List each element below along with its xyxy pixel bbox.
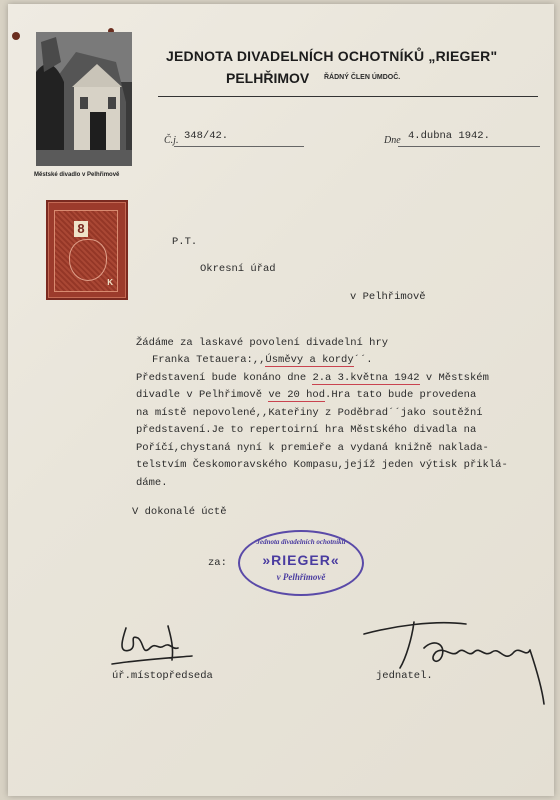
body-text: .Hra tato bude provedena (325, 389, 477, 401)
address-city: v Pelhřimově (350, 291, 426, 303)
theatre-photo (36, 32, 132, 166)
body-line (136, 389, 476, 401)
body-line: představení.Je to repertoirní hra Městského divadla na (136, 424, 477, 436)
reference-number: 348/42. (184, 130, 229, 142)
seal-name: »RIEGER« (262, 552, 340, 568)
seal-top-text: Jednota divadelních ochotníků (256, 538, 346, 546)
revenue-stamp-frame (54, 210, 118, 292)
title-quote: ´´. (353, 354, 373, 366)
body-text: Představení bude konáno dne (136, 372, 313, 384)
organization-seal (238, 530, 364, 596)
secretary-title: jednatel. (376, 670, 433, 682)
body-line: telstvím Českomoravského Kompasu,jejíž jeden výtisk přiklá- (136, 459, 508, 471)
coat-of-arms-icon (69, 239, 107, 281)
seal-city: v Pelhřimově (276, 572, 326, 582)
date-line (398, 146, 540, 147)
revenue-stamp-value: 8 (74, 221, 88, 237)
address-salutation: P.T. (172, 236, 198, 248)
body-line (136, 372, 489, 384)
address-office: Okresní úřad (200, 263, 276, 275)
secretary-signature (354, 608, 554, 718)
body-text: divadle v Pelhřimově (136, 389, 269, 401)
performance-time: ve 20 hod (268, 389, 326, 401)
revenue-stamp (46, 200, 128, 300)
body-line (152, 354, 373, 366)
organization-city: PELHŘIMOV (226, 70, 310, 86)
photo-caption: Městské divadlo v Pelhřimově (34, 172, 120, 178)
body-line: Poříčí,chystaná nyní k premieře a vydaná knižně naklada- (136, 442, 489, 454)
on-behalf-label: za: (208, 557, 227, 569)
play-title: Úsměvy a kordy (265, 354, 354, 366)
reference-label: Č.j. (164, 135, 179, 146)
body-text: v Městském (419, 372, 489, 384)
date-label: Dne (384, 135, 401, 146)
letter-date: 4.dubna 1942. (408, 130, 490, 142)
author-name: Franka Tetauera:,, (152, 354, 266, 366)
body-line: na místě nepovolené,,Kateřiny z Poděbrad´´jako soutěžní (136, 407, 483, 419)
body-line: Žádáme za laskavé povolení divadelní hry (136, 337, 389, 349)
closing-greeting: V dokonalé úctě (132, 506, 227, 518)
letter-page (8, 4, 554, 796)
punch-hole (12, 32, 20, 40)
vice-chairman-signature (108, 620, 198, 670)
performance-dates: 2.a 3.května 1942 (312, 372, 420, 384)
vice-chairman-title: úř.místopředseda (112, 670, 213, 682)
organization-name: JEDNOTA DIVADELNÍCH OCHOTNÍKŮ „RIEGER" (166, 48, 498, 64)
reference-line (174, 146, 304, 147)
header-divider (158, 96, 538, 97)
revenue-stamp-currency: K (107, 278, 113, 287)
body-line: dáme. (136, 477, 168, 489)
membership-note: ŘÁDNÝ ČLEN ÚMDOČ. (324, 74, 401, 81)
